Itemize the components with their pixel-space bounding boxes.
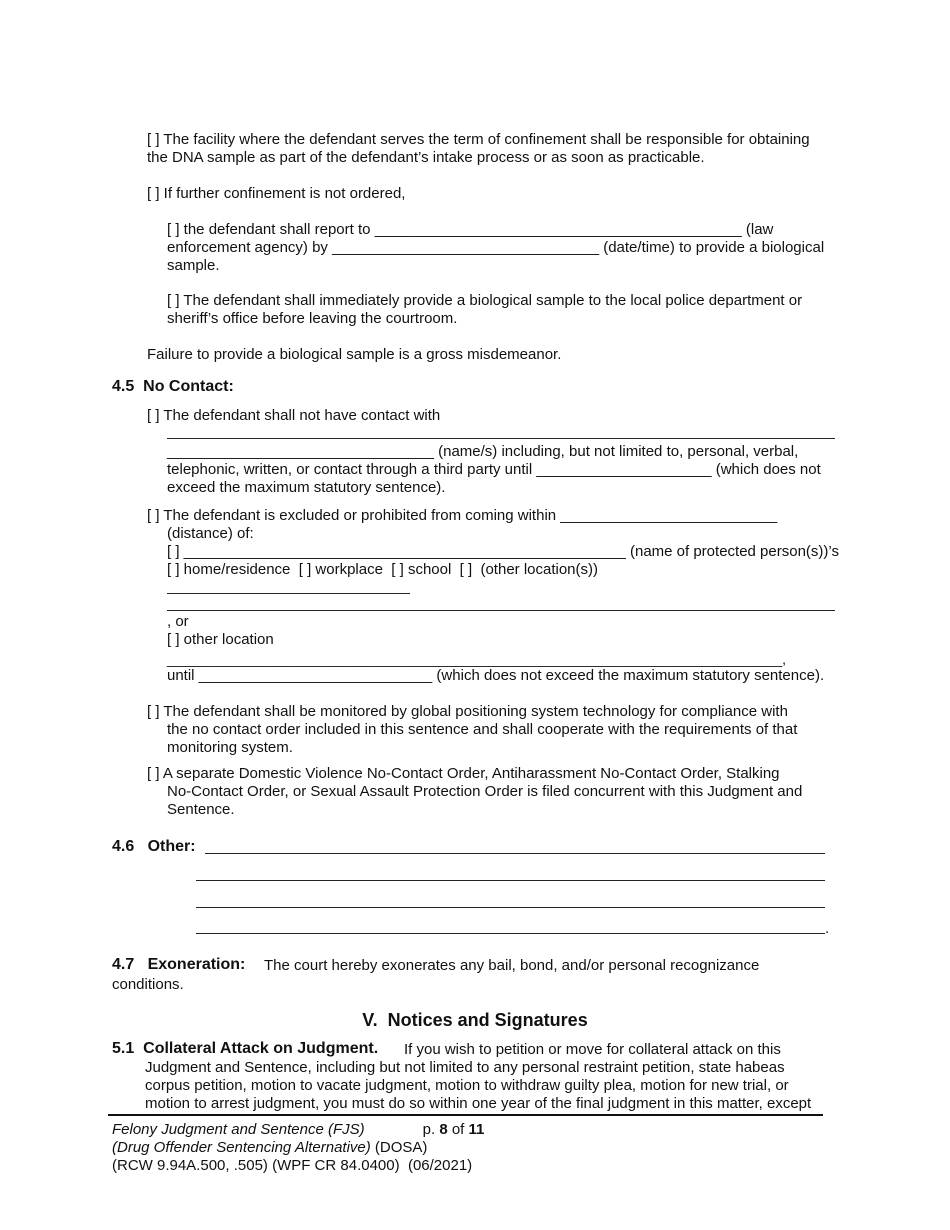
blank-line[interactable]: [167, 593, 410, 594]
page-prefix: p.: [422, 1121, 440, 1138]
failure-note: Failure to provide a biological sample is a gross misdemeanor.: [147, 346, 562, 363]
page-number: 8: [439, 1121, 448, 1138]
separate-order-line: No-Contact Order, or Sexual Assault Protection Order is filed concurrent with this Judgment and: [167, 783, 803, 800]
blank-line[interactable]: [167, 610, 835, 611]
blank-line[interactable]: [167, 438, 835, 439]
footer-dosa: (DOSA): [370, 1139, 428, 1156]
further-confinement: [ ] If further confinement is not ordered,: [147, 185, 406, 202]
excluded-line: [ ] home/residence [ ] workplace [ ] school [ ] (other location(s)): [167, 561, 599, 578]
gps-line: the no contact order included in this sentence and shall cooperate with the requirements of that: [167, 721, 798, 738]
contact-line: [ ] The defendant shall not have contact with: [147, 407, 441, 424]
excluded-line: [ ] other location: [167, 631, 274, 648]
footer-subtitle: (Drug Offender Sentencing Alternative): [112, 1139, 371, 1156]
dna-facility-line: [ ] The facility where the defendant serves the term of confinement shall be responsible for obtaining: [147, 131, 810, 148]
footer-title-line: [112, 1121, 484, 1139]
report-line: [ ] the defendant shall report to ____________________________________________ (law: [167, 221, 774, 238]
separate-order-line: Sentence.: [167, 801, 235, 818]
immediate-line: [ ] The defendant shall immediately provide a biological sample to the local police department or: [167, 292, 803, 309]
contact-line: telephonic, written, or contact through a third party until _____________________ (which does not: [167, 461, 821, 478]
contact-line: exceed the maximum statutory sentence).: [167, 479, 446, 496]
footer-subtitle-line: [112, 1139, 427, 1157]
footer-title: Felony Judgment and Sentence (FJS): [112, 1121, 365, 1138]
page-of: of: [447, 1121, 469, 1138]
section-5-1-heading: 5.1 Collateral Attack on Judgment.: [112, 1040, 379, 1057]
gps-line: [ ] The defendant shall be monitored by global positioning system technology for compliance with: [147, 703, 788, 720]
excluded-line: (distance) of:: [167, 525, 254, 542]
excluded-line: _______________________________________________________________________________,: [167, 651, 786, 667]
excluded-line: [ ] _____________________________________________________ (name of protected person(s))’s: [167, 543, 839, 560]
contact-line: ________________________________ (name/s) including, but not limited to, personal, verbal,: [167, 443, 799, 460]
dna-facility-line: the DNA sample as part of the defendant’s intake process or as soon as practicable.: [147, 149, 705, 166]
other-blank-line[interactable]: [196, 933, 825, 934]
collateral-text: corpus petition, motion to vacate judgment, motion to withdraw guilty plea, motion for new trial, or: [145, 1077, 789, 1094]
footer-rcw: (RCW 9.94A.500, .505) (WPF CR 84.0400) (06/2021): [112, 1157, 473, 1174]
period: .: [825, 920, 830, 937]
excluded-line: [ ] The defendant is excluded or prohibited from coming within __________________________: [147, 507, 778, 524]
report-line: enforcement agency) by ________________________________ (date/time) to provide a biological: [167, 239, 825, 256]
section-4-7-heading: 4.7 Exoneration:: [112, 956, 246, 973]
section-4-5-heading: 4.5 No Contact:: [112, 378, 234, 395]
separate-order-line: [ ] A separate Domestic Violence No-Contact Order, Antiharassment No-Contact Order, Stalking: [147, 765, 780, 782]
excluded-line: until ____________________________ (which does not exceed the maximum statutory sentence).: [167, 667, 825, 684]
page-total: 11: [468, 1121, 485, 1138]
immediate-line: sheriff’s office before leaving the courtroom.: [167, 310, 458, 327]
other-blank-line[interactable]: [205, 853, 825, 854]
gps-line: monitoring system.: [167, 739, 293, 756]
other-blank-line[interactable]: [196, 907, 825, 908]
section-4-6-heading: 4.6 Other:: [112, 838, 196, 855]
other-blank-line[interactable]: [196, 880, 825, 881]
excluded-line: , or: [167, 613, 189, 630]
exoneration-text: conditions.: [112, 976, 184, 993]
section-5-title: V. Notices and Signatures: [362, 1010, 588, 1030]
exoneration-text: The court hereby exonerates any bail, bond, and/or personal recognizance: [264, 957, 760, 974]
collateral-text: motion to arrest judgment, you must do so within one year of the final judgment in this matter, except: [145, 1095, 812, 1112]
footer-divider: [108, 1114, 823, 1116]
collateral-text: If you wish to petition or move for collateral attack on this: [404, 1041, 781, 1058]
collateral-text: Judgment and Sentence, including but not limited to any personal restraint petition, state habeas: [145, 1059, 785, 1076]
report-line: sample.: [167, 257, 220, 274]
